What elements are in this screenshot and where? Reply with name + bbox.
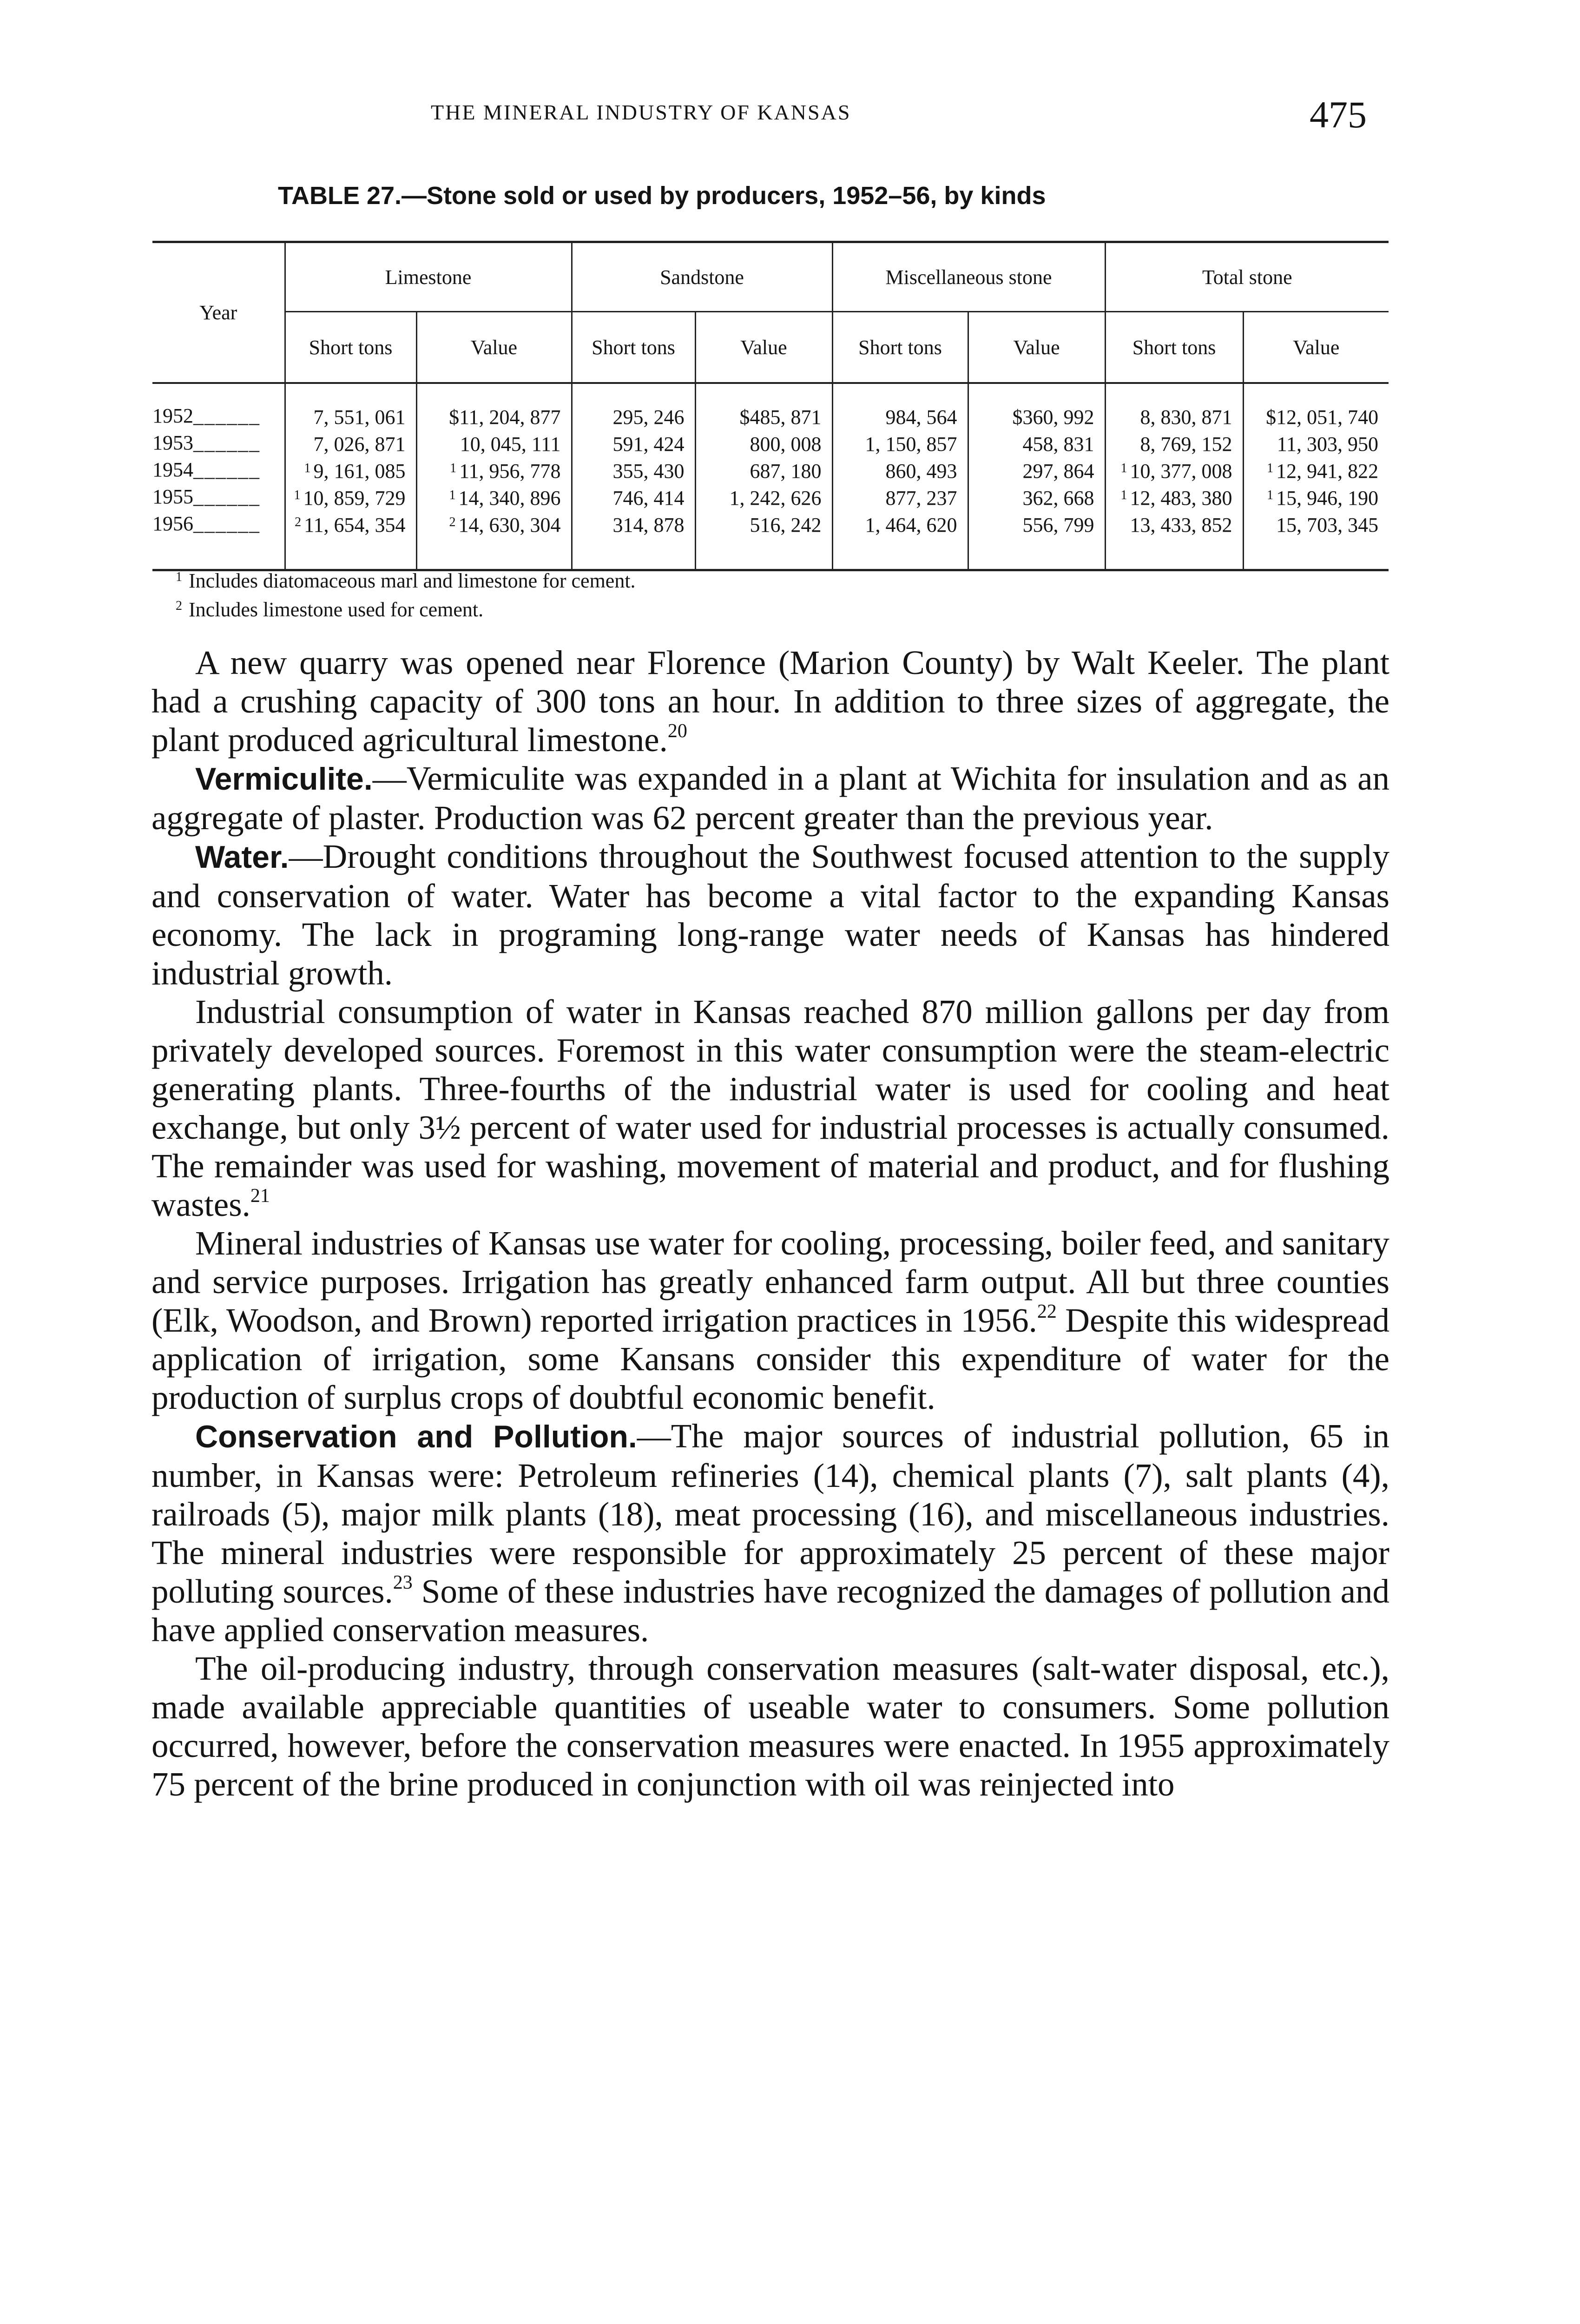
table-cell: 860, 493	[832, 456, 968, 483]
table-row	[152, 429, 1389, 456]
subheader-value: Value	[1243, 312, 1389, 383]
subheader-short-tons: Short tons	[832, 312, 968, 383]
year-cell: 1953______	[152, 431, 260, 454]
table-note: $^2$ Includes limestone used for cement.	[176, 598, 484, 621]
table-cell: 314, 878	[572, 510, 695, 570]
body-text	[151, 643, 1389, 1803]
table-cell: 362, 668	[968, 483, 1105, 510]
table-cell: $^1$ 14, 340, 896	[416, 483, 572, 510]
section-heading: Conservation and Pollution.	[195, 1419, 637, 1454]
paragraph-mineral-industries: Mineral industries of Kansas use water for cooling, processing, boiler feed, and sanitary and service purposes. Irrigation has greatly enhanced farm output. All but three counties (Elk, Woodson, and Brown) reported irrigation practices in 1956.22 Despite this widespread application of irrigation, some Kansans consider this expenditure of water for the production of surplus crops of doubtful economic benefit.	[151, 1224, 1389, 1416]
table-notes	[176, 565, 636, 622]
section-heading: Vermiculite.	[195, 761, 373, 797]
table-cell: 877, 237	[832, 483, 968, 510]
table-cell: 11, 303, 950	[1243, 429, 1389, 456]
table-row	[152, 510, 1389, 570]
table-cell: 295, 246	[572, 383, 695, 429]
table-cell: 1, 242, 626	[695, 483, 832, 510]
paragraph-oil-producing: The oil-producing industry, through conservation measures (salt-water disposal, etc.), made available appreciable quantities of useable water to consumers. Some pollution occurred, however, before the conservation measures were enacted. In 1955 approximately 75 percent of the brine produced in conjunction with oil was reinjected into	[151, 1650, 1389, 1803]
table-cell: 687, 180	[695, 456, 832, 483]
group-header-sandstone: Sandstone	[572, 242, 832, 312]
table-cell: 8, 769, 152	[1105, 429, 1243, 456]
table-row	[152, 456, 1389, 483]
table-cell: 10, 045, 111	[416, 429, 572, 456]
table-cell: 458, 831	[968, 429, 1105, 456]
table-cell: $^2$ 11, 654, 354	[285, 510, 416, 570]
subheader-short-tons: Short tons	[572, 312, 695, 383]
paragraph-vermiculite: Vermiculite.—Vermiculite was expanded in a plant at Wichita for insulation and as an aggregate of plaster. Production was 62 percent greater than the previous year.	[151, 759, 1389, 837]
table-cell: $^1$ 15, 946, 190	[1243, 483, 1389, 510]
table-cell: 1, 150, 857	[832, 429, 968, 456]
subheader-value: Value	[695, 312, 832, 383]
table-cell: $^1$ 12, 941, 822	[1243, 456, 1389, 483]
group-header-miscellaneous: Miscellaneous stone	[832, 242, 1105, 312]
subheader-value: Value	[416, 312, 572, 383]
table-cell: 516, 242	[695, 510, 832, 570]
table-cell: 800, 008	[695, 429, 832, 456]
subheader-short-tons: Short tons	[285, 312, 416, 383]
table-cell: 1, 464, 620	[832, 510, 968, 570]
footnote-ref: 22	[1037, 1301, 1057, 1322]
table-cell: 7, 026, 871	[285, 429, 416, 456]
year-header: Year	[152, 242, 285, 383]
year-cell: 1952______	[152, 404, 260, 427]
table-cell: $485, 871	[695, 383, 832, 429]
stone-table	[152, 241, 1389, 571]
table-cell: 556, 799	[968, 510, 1105, 570]
group-header-limestone: Limestone	[285, 242, 572, 312]
table-cell: $^2$ 14, 630, 304	[416, 510, 572, 570]
year-cell: 1955______	[152, 485, 260, 508]
table-cell: $^1$ 11, 956, 778	[416, 456, 572, 483]
table-cell: 297, 864	[968, 456, 1105, 483]
table-cell: $^1$ 12, 483, 380	[1105, 483, 1243, 510]
table-note: $^1$ Includes diatomaceous marl and limestone for cement.	[176, 569, 636, 592]
year-cell: 1954______	[152, 458, 260, 481]
table-cell: $^1$ 10, 859, 729	[285, 483, 416, 510]
table-cell: 15, 703, 345	[1243, 510, 1389, 570]
table-title: TABLE 27.—Stone sold or used by producers, 1952–56, by kinds	[278, 182, 1046, 210]
table-cell: $11, 204, 877	[416, 383, 572, 429]
year-cell: 1956______	[152, 510, 285, 570]
table-cell: 984, 564	[832, 383, 968, 429]
page-number: 475	[1310, 93, 1367, 136]
table-cell: 7, 551, 061	[285, 383, 416, 429]
table-cell: $^1$ 9, 161, 085	[285, 456, 416, 483]
section-heading: Water.	[195, 839, 289, 875]
paragraph-quarry: A new quarry was opened near Florence (Marion County) by Walt Keeler. The plant had a crushing capacity of 300 tons an hour. In addition to three sizes of aggregate, the plant produced agricultural limestone.$^{20}$	[151, 644, 1389, 759]
table-cell: 355, 430	[572, 456, 695, 483]
table-row	[152, 383, 1389, 429]
table-cell: $360, 992	[968, 383, 1105, 429]
footnote-ref: 20	[667, 720, 687, 742]
subheader-value: Value	[968, 312, 1105, 383]
footnote-ref: 21	[250, 1185, 270, 1207]
paragraph-conservation: Conservation and Pollution.—The major sources of industrial pollution, 65 in number, in Kansas were: Petroleum refineries (14), chemical plants (7), salt plants (4), railroads (5), major milk plants (18), meat processing (16), and miscellaneous industries. The mineral industries were responsible for approximately 25 percent of these major polluting sources.$^{23}$ Some of these industries have recognized the damages of pollution and have applied conservation measures.	[151, 1417, 1389, 1649]
table-cell: 591, 424	[572, 429, 695, 456]
running-head: THE MINERAL INDUSTRY OF KANSAS	[431, 100, 851, 124]
table-cell: 8, 830, 871	[1105, 383, 1243, 429]
table-row	[152, 483, 1389, 510]
group-header-total: Total stone	[1105, 242, 1389, 312]
table-cell: 746, 414	[572, 483, 695, 510]
table-cell: $12, 051, 740	[1243, 383, 1389, 429]
table-cell: $^1$ 10, 377, 008	[1105, 456, 1243, 483]
subheader-short-tons: Short tons	[1105, 312, 1243, 383]
footnote-ref: 23	[393, 1572, 413, 1593]
table-cell: 13, 433, 852	[1105, 510, 1243, 570]
paragraph-industrial-consumption: Industrial consumption of water in Kansas reached 870 million gallons per day from privately developed sources. Foremost in this water consumption were the steam-electric generating plants. Three-fourths of the industrial water is used for cooling and heat exchange, but only 3½ percent of water used for industrial processes is actually consumed. The remainder was used for washing, movement of material and product, and for flushing wastes.$^{21}$	[151, 993, 1389, 1223]
paragraph-water: Water.—Drought conditions throughout the Southwest focused attention to the supply and conservation of water. Water has become a vital factor to the expanding Kansas economy. The lack in programing long-range water needs of Kansas has hindered industrial growth.	[151, 838, 1389, 992]
